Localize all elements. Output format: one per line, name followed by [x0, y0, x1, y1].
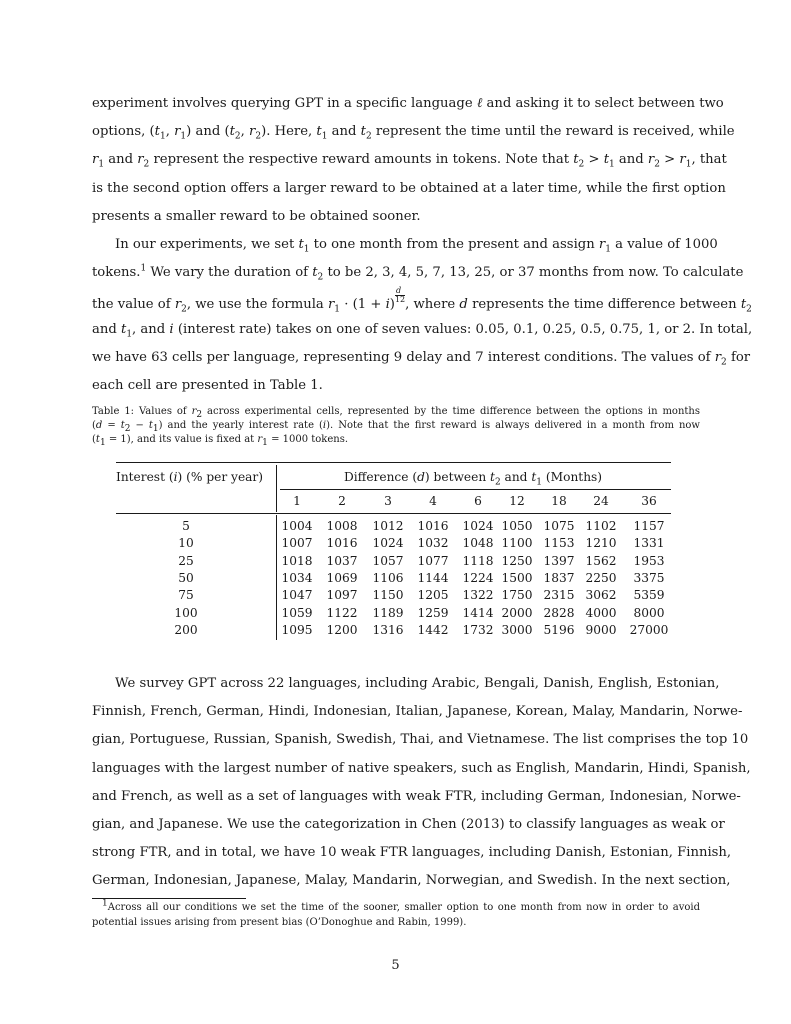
footnote-marker[interactable]: 1 — [140, 263, 147, 274]
value-cell: 2828 — [543, 605, 575, 620]
paragraph-2-line-1: In our experiments, we set $t_1$ to one month from the present and assign $r_1$ a value of 1000 — [115, 237, 718, 255]
caption-line-2: $(d = t_2 - t_1)$ and the yearly interest rate (i). Note that the first reward is always delivered in a month from now — [92, 420, 700, 434]
paragraph-1-line-5: presents a smaller reward to be obtained sooner. — [92, 208, 421, 224]
value-cell: 1032 — [417, 536, 449, 551]
value-cell: 27000 — [629, 622, 669, 637]
value-cell: 1259 — [417, 605, 449, 620]
value-cell: 1500 — [501, 570, 533, 585]
value-cell: 3000 — [501, 622, 533, 637]
value-cell: 1122 — [326, 605, 358, 620]
value-cell: 1157 — [633, 519, 665, 533]
value-cell: 1024 — [462, 519, 494, 533]
value-cell: 1106 — [372, 570, 404, 585]
value-cell: 1200 — [326, 622, 358, 637]
value-cell: 1077 — [417, 553, 449, 568]
value-cell: 2315 — [543, 588, 575, 603]
paragraph-3-line-1: We survey GPT across 22 languages, including Arabic, Bengali, Danish, English, Estonian, — [115, 676, 720, 691]
value-cell: 1250 — [501, 553, 533, 568]
value-cell: 1189 — [372, 605, 404, 620]
column-header-6: 6 — [474, 494, 482, 508]
value-cell: 1750 — [501, 588, 533, 603]
column-header-3: 3 — [384, 494, 392, 508]
paragraph-2-line-5: we have 63 cells per language, representing 9 delay and 7 interest conditions. The values of $r_2$ for — [92, 349, 751, 368]
value-cell: 1316 — [372, 622, 404, 637]
value-cell: 1100 — [501, 536, 533, 551]
value-cell: 2000 — [501, 605, 533, 620]
value-cell: 1150 — [372, 588, 404, 603]
value-cell: 1562 — [585, 553, 617, 568]
value-cell: 1018 — [281, 553, 313, 568]
column-header-4: 4 — [429, 494, 437, 508]
value-cell: 1007 — [281, 536, 313, 551]
value-cell: 1069 — [326, 570, 358, 585]
paragraph-3 — [92, 670, 751, 896]
exponent-fraction: $\frac{d}{12}$ — [394, 286, 406, 305]
table-top-rule — [116, 462, 671, 463]
value-cell: 1442 — [417, 622, 449, 637]
interest-cell: 10 — [178, 536, 194, 551]
value-cell: 1048 — [462, 536, 494, 551]
footnote-rule — [92, 898, 246, 899]
paragraph-3-line-8: German, Indonesian, Japanese, Malay, Mandarin, Norwegian, and Swedish. In the next section, — [92, 873, 731, 889]
value-cell: 1016 — [417, 519, 449, 533]
column-group-rule — [280, 489, 671, 490]
value-cell: 1004 — [281, 519, 313, 533]
column-header-1: 1 — [293, 494, 301, 508]
value-cell: 1102 — [585, 519, 617, 533]
caption-line-3: $(t_1 = 1)$, and its value is fixed at $r_1 = 1000$ tokens. — [92, 434, 349, 448]
paragraph-1-line-2: options, ($t_1$, $r_1$) and ($t_2$, $r_2$). Here, $t_1$ and $t_2$ represent the time until the reward is received, while — [92, 124, 735, 142]
paragraph-3-line-4: languages with the largest number of native speakers, such as English, Mandarin, Hindi, Spanish, — [92, 760, 751, 776]
value-cell: 1397 — [543, 553, 575, 568]
paragraph-1-line-3: $r_1$ and $r_2$ represent the respective reward amounts in tokens. Note that $t_2 > t_1$ and $r_2 > r_1$, that — [92, 152, 727, 171]
interest-cell: 100 — [174, 605, 198, 620]
footnote-line-1: $^1$Across all our conditions we set the time of the sooner, smaller option to one month from now in order to avoid — [102, 898, 700, 913]
value-cell: 1008 — [326, 519, 358, 533]
value-cell: 1224 — [462, 570, 494, 585]
value-cell: 5196 — [543, 622, 575, 637]
value-cell: 1016 — [326, 536, 358, 551]
paragraph-1-line-4: is the second option offers a larger reward to be obtained at a later time, while the first option — [92, 180, 726, 196]
header-bottom-rule — [116, 513, 671, 514]
value-cell: 1322 — [462, 588, 494, 603]
paragraph-3-line-3: gian, Portuguese, Russian, Spanish, Swedish, Thai, and Vietnamese. The list comprises the top 10 — [92, 732, 749, 748]
interest-cell: 50 — [178, 570, 194, 585]
paragraph-3-line-2: Finnish, French, German, Hindi, Indonesian, Italian, Japanese, Korean, Malay, Mandarin, Norwe- — [92, 704, 743, 720]
interest-cell: 200 — [174, 622, 198, 637]
value-cell: 1047 — [281, 588, 313, 603]
value-cell: 1097 — [326, 588, 358, 603]
value-cell: 1144 — [417, 570, 449, 585]
row-header: Interest (i) (% per year) — [116, 470, 263, 484]
paragraph-2-line-4: and $t_1$, and i (interest rate) takes on one of seven values: 0.05, 0.1, 0.25, 0.5, 0.75, 1, or 2. In total, — [92, 321, 753, 340]
value-cell: 1205 — [417, 588, 449, 603]
interest-cell: 25 — [178, 553, 194, 568]
value-cell: 4000 — [585, 605, 617, 620]
value-cell: 1414 — [462, 605, 494, 620]
footnote — [92, 900, 700, 930]
value-cell: 2250 — [585, 570, 617, 585]
footnote-line-2: potential issues arising from present bias (O’Donoghue and Rabin, 1999). — [92, 917, 467, 928]
value-cell: 1012 — [372, 519, 404, 533]
value-cell: 1837 — [543, 570, 575, 585]
paragraph-2-line-3: the value of $r_2$, we use the formula $r_1 \cdot (1 + i)$ $\frac{d}{12}$ , where d represents the time difference between $t_2$ — [92, 286, 752, 316]
column-header-36: 36 — [641, 494, 657, 508]
column-group-header: Difference (d) between $t_2$ and $t_1$ (Months) — [344, 470, 603, 488]
interest-cell: 75 — [178, 588, 194, 603]
value-cell: 3375 — [633, 570, 665, 585]
value-cell: 1075 — [543, 519, 575, 533]
paragraph-1 — [92, 90, 735, 231]
value-cell: 1153 — [543, 536, 575, 551]
value-cell: 8000 — [633, 605, 665, 620]
value-cell: 1095 — [281, 622, 313, 637]
paragraph-3-line-6: gian, and Japanese. We use the categorization in Chen (2013) to classify languages as weak or — [92, 816, 725, 832]
value-cell: 1118 — [462, 553, 494, 568]
value-cell: 1024 — [372, 536, 404, 551]
value-cell: 9000 — [585, 622, 617, 637]
value-cell: 5359 — [633, 588, 665, 603]
value-cell: 1732 — [462, 622, 494, 637]
paragraph-3-line-7: strong FTR, and in total, we have 10 weak FTR languages, including Danish, Estonian, Finnish, — [92, 845, 732, 861]
value-cell: 1210 — [585, 536, 617, 551]
column-header-24: 24 — [593, 494, 609, 508]
table-caption — [92, 405, 700, 447]
interest-cell: 5 — [182, 519, 190, 533]
value-cell: 1034 — [281, 570, 313, 585]
page-number: 5 — [391, 958, 400, 973]
value-cell: 3062 — [585, 588, 617, 603]
column-header-18: 18 — [551, 494, 567, 508]
paragraph-2 — [92, 231, 753, 400]
paragraph-3-line-5: and French, as well as a set of languages with weak FTR, including German, Indonesian, Norwe- — [92, 788, 741, 804]
column-header-2: 2 — [338, 494, 346, 508]
paragraph-2-line-2: tokens.$^1$ We vary the duration of $t_2$ to be 2, 3, 4, 5, 7, 13, 25, or 37 months from now. To calculate — [92, 263, 744, 283]
value-cell: 1331 — [633, 536, 665, 551]
caption-line-1: Table 1: Values of $r_2$ across experimental cells, represented by the time difference between the options in months — [92, 406, 700, 420]
value-cell: 1037 — [326, 553, 358, 568]
column-header-12: 12 — [509, 494, 525, 508]
footnote-number: 1 — [102, 898, 108, 909]
value-cell: 1057 — [372, 553, 404, 568]
value-cell: 1059 — [281, 605, 313, 620]
paragraph-2-line-6: each cell are presented in Table 1. — [92, 377, 323, 393]
value-cell: 1953 — [633, 553, 665, 568]
paragraph-1-line-1: experiment involves querying GPT in a specific language ℓ and asking it to select between two — [92, 96, 724, 111]
value-cell: 1050 — [501, 519, 533, 533]
